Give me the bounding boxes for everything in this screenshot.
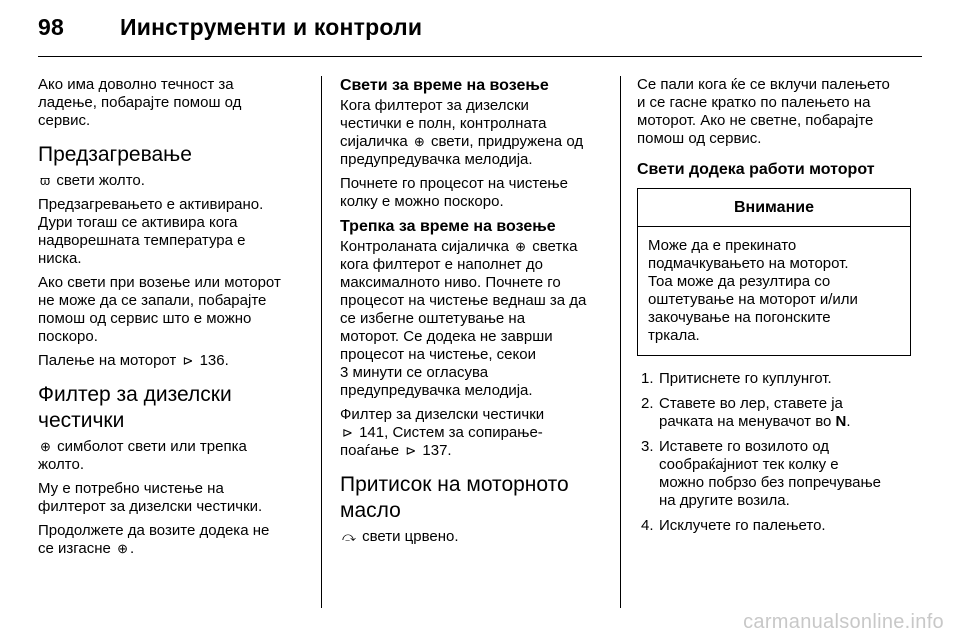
caution-title: Внимание <box>638 189 910 227</box>
page-number: 98 <box>38 14 64 40</box>
page-reference-icon: ⊳ <box>405 443 417 458</box>
preheat-paragraph-1: Предзагревањето е активирано. Дури тогаш се активира кога надворешната температура е ниска. <box>38 196 264 267</box>
steps-list <box>637 370 911 535</box>
dpf-paragraph-1: Му е потребно чистење на филтерот за дизелски честички. <box>38 480 263 515</box>
oil-paragraph-1: Се пали кога ќе се вклучи палењето и се гасне кратко по палењето на моторот. Ако не светне, побарајте помош од сервис. <box>637 76 890 147</box>
diesel-particulate-filter-icon: ⊕ <box>413 134 425 149</box>
page-reference-icon: ⊳ <box>342 425 353 440</box>
lit-paragraph-2: Почнете го процесот на чистење колку е можно поскоро. <box>340 175 568 210</box>
preheat-heading: Предзагревање <box>38 143 192 166</box>
ignition-reference: Палење на моторот ⊳ 136. <box>38 352 229 369</box>
dpf-paragraph-2: Продолжете да возите додека не се изгасне ⊕ . <box>38 522 270 557</box>
column-divider-1 <box>321 76 322 608</box>
caution-box <box>637 188 911 356</box>
diesel-particulate-filter-icon: ⊕ <box>117 541 128 556</box>
preheat-paragraph-2: Ако свети при возење или моторот не може да се запали, побарајте помош од сервис што е можно поскоро. <box>38 274 281 345</box>
lit-paragraph-1: Кога филтерот за дизелски честички е полн, контролната сијаличка ⊕ свети, придружена од предупредувачка мелодија. <box>340 97 584 168</box>
flash-paragraph-1: Контроланата сијаличка ⊕ светка кога филтерот е наполнет до максималното ниво. Почнете го процесот на чистење веднаш за да се избегне оштетување на моторот. Се додека не заврши процесот на чистење, секои 3 минути се огласува предупредувачка мелодија. <box>340 238 587 399</box>
glow-plug-icon: ϖ <box>40 173 51 188</box>
dpf-status-line: ⊕ симболот свети или трепка жолто. <box>38 438 247 473</box>
flashing-while-driving-heading: Трепка за време на возење <box>340 218 556 235</box>
column-3 <box>637 76 911 542</box>
coolant-paragraph: Ако има доволно течност за ладење, побарајте помош од сервис. <box>38 76 242 129</box>
oil-can-icon: ⤼ <box>342 529 356 544</box>
flash-paragraph-2: Филтер за дизелски честички ⊳ 141, Систем за сопирање- поаѓање ⊳ 137. <box>340 406 545 459</box>
chapter-title: Иинструменти и контроли <box>120 14 423 40</box>
list-item: 2. Ставете во лер, ставете ја рачката на менувачот во N. <box>641 395 851 430</box>
page-header <box>38 14 422 41</box>
oil-pressure-heading: Притисок на моторното масло <box>340 473 569 522</box>
column-1 <box>38 76 314 564</box>
watermark: carmanualsonline.info <box>743 611 944 633</box>
diesel-particulate-filter-icon: ⊕ <box>515 239 527 254</box>
dpf-heading: Филтер за дизелски честички <box>38 383 232 432</box>
column-2 <box>340 76 612 552</box>
column-divider-2 <box>620 76 621 608</box>
lit-while-driving-heading: Свети за време на возење <box>340 77 549 94</box>
preheat-status-line: ϖ свети жолто. <box>40 172 145 189</box>
caution-body: Може да е прекинато подмачкувањето на моторот. Тоа може да резултира со оштетување на моторот и/или закочување на погонските тркала. <box>648 237 858 344</box>
list-item: 4. Исклучете го палењето. <box>641 517 826 534</box>
diesel-particulate-filter-icon: ⊕ <box>40 439 51 454</box>
page-reference-icon: ⊳ <box>182 353 194 368</box>
lit-while-running-heading: Свети додека работи моторот <box>637 161 875 178</box>
list-item: 3. Иставете го возилото од сообраќајниот тек колку е можно побрзо без попречување на другите возила. <box>641 438 882 509</box>
oil-status-line: ⤼ свети црвено. <box>342 528 459 545</box>
neutral-gear-label: N <box>835 413 847 430</box>
list-item: 1. Притиснете го куплунгот. <box>641 370 832 387</box>
header-rule <box>38 56 922 57</box>
